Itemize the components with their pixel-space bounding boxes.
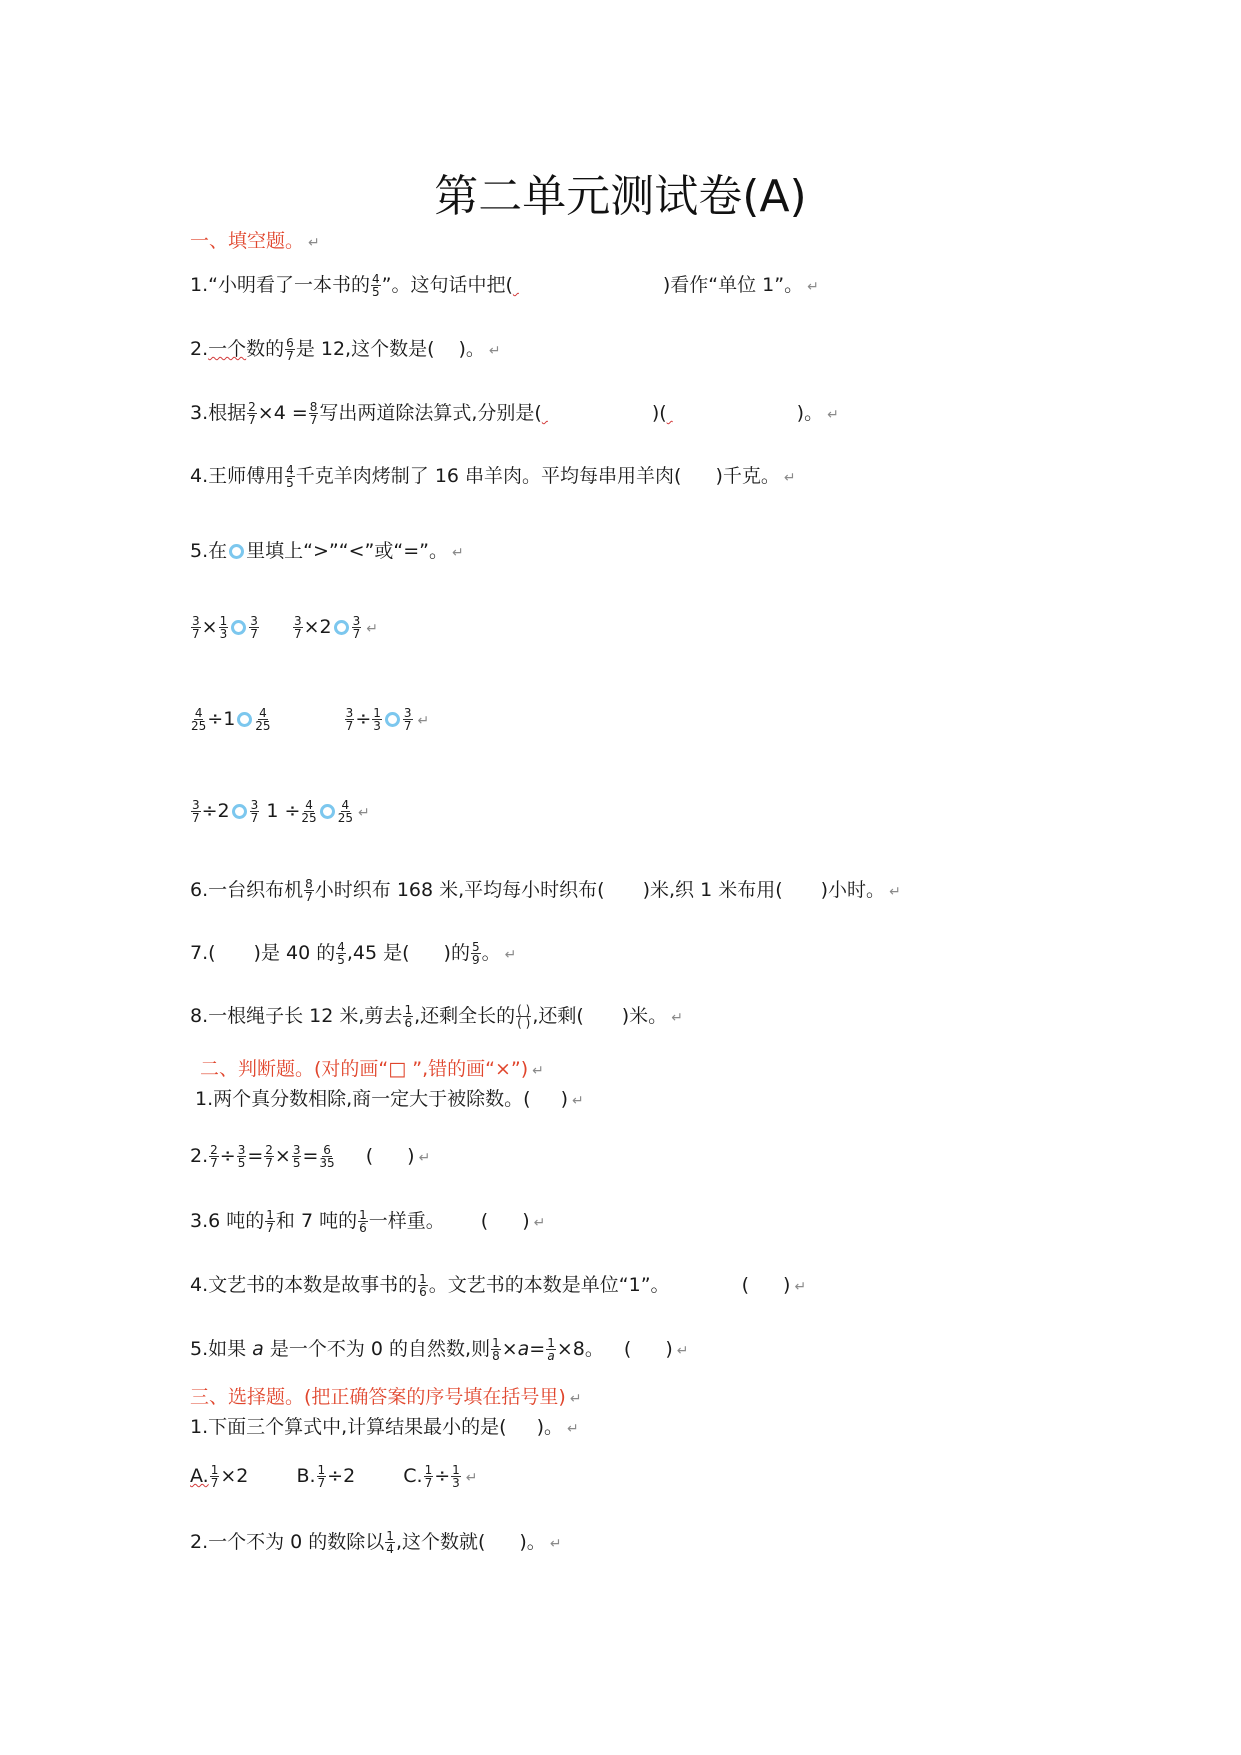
answer-blank[interactable] xyxy=(513,272,663,298)
answer-blank[interactable] xyxy=(667,400,797,426)
question-3: 3.根据 $\frac{2}{7}$ ×4 = $\frac{8}{7}$ 写出两道除法算式,分别是( )( )。 ↵ xyxy=(190,400,839,427)
judge-5: 5.如果 a 是一个不为 0 的自然数,则 $\frac{1}{8}$ ×a= $\frac{1}{a}$ ×8。 ( ) ↵ xyxy=(190,1336,689,1363)
question-2: 2.一个数的 $\frac{6}{7}$ 是 12,这个数是( )。 ↵ xyxy=(190,336,501,363)
question-7: 7.( )是 40 的 $\frac{4}{5}$ ,45 是( )的 $\frac{5}{9}$ 。 ↵ xyxy=(190,940,517,967)
comparison-row-2: $\frac{4}{25}$ ÷1 $\frac{4}{25}$ $\frac{3}{7}$ ÷ $\frac{1}{3}$ $\frac{3}{7}$ ↵ xyxy=(191,706,430,733)
question-4: 4.王师傅用 $\frac{4}{5}$ 千克羊肉烤制了 16 串羊肉。平均每串用羊肉( )千克。 ↵ xyxy=(190,463,796,490)
circle-blank-icon[interactable] xyxy=(237,712,252,727)
fraction: $\frac{6}{7}$ xyxy=(286,336,294,363)
option-c[interactable]: C. $\frac{1}{7}$ ÷ $\frac{1}{3}$ xyxy=(403,1463,460,1490)
choice-1-options: A. $\frac{1}{7}$ ×2 B. $\frac{1}{7}$ ÷2 C. $\frac{1}{7}$ ÷ $\frac{1}{3}$ ↵ xyxy=(190,1463,478,1490)
judge-3: 3.6 吨的 $\frac{1}{7}$ 和 7 吨的 $\frac{1}{6}$ 一样重。 ( ) ↵ xyxy=(190,1208,546,1235)
choice-2: 2.一个不为 0 的数除以 $\frac{1}{4}$ ,这个数就( )。 ↵ xyxy=(190,1529,562,1556)
option-b[interactable]: B. $\frac{1}{7}$ ÷2 xyxy=(296,1463,356,1490)
judge-4: 4.文艺书的本数是故事书的 $\frac{1}{6}$ 。文艺书的本数是单位“1”。 ( ) ↵ xyxy=(190,1272,807,1299)
comparison-row-3: $\frac{3}{7}$ ÷2 $\frac{3}{7}$ 1 ÷ $\frac{4}{25}$ $\frac{4}{25}$ ↵ xyxy=(192,798,370,825)
answer-blank-fraction[interactable]: $\frac{( )}{( )}$ xyxy=(517,1003,531,1030)
comparison-row-1: $\frac{3}{7}$ × $\frac{1}{3}$ $\frac{3}{7}$ $\frac{3}{7}$ ×2 $\frac{3}{7}$ ↵ xyxy=(192,614,378,641)
circle-blank-icon[interactable] xyxy=(231,620,246,635)
judge-2: 2. $\frac{2}{7}$ ÷ $\frac{3}{5}$ = $\frac{2}{7}$ × $\frac{3}{5}$ = $\frac{6}{35}$ ( ) ↵ xyxy=(190,1143,431,1170)
answer-blank[interactable] xyxy=(542,400,652,426)
section-true-false-heading: 二、判断题。(对的画“□ ”,错的画“×”) ↵ xyxy=(200,1058,544,1080)
question-6: 6.一台织布机 $\frac{8}{7}$ 小时织布 168 米,平均每小时织布( )米,织 1 米布用( )小时。 ↵ xyxy=(190,877,901,904)
choice-1: 1.下面三个算式中,计算结果最小的是( )。 ↵ xyxy=(190,1416,579,1438)
circle-blank-icon[interactable] xyxy=(232,804,247,819)
circle-blank-icon[interactable] xyxy=(320,804,335,819)
question-5: 5.在 里填上“>”“<”或“=”。 ↵ xyxy=(190,540,464,562)
judge-1: 1.两个真分数相除,商一定大于被除数。( ) ↵ xyxy=(195,1088,584,1110)
section-multiple-choice-heading: 三、选择题。(把正确答案的序号填在括号里) ↵ xyxy=(190,1386,582,1408)
circle-blank-icon[interactable] xyxy=(229,544,244,559)
circle-blank-icon[interactable] xyxy=(334,620,349,635)
question-8: 8.一根绳子长 12 米,剪去 $\frac{1}{6}$ ,还剩全长的 $\frac{( )}{( )}$ ,还剩( )米。 ↵ xyxy=(190,1003,683,1030)
fraction: $\frac{4}{5}$ xyxy=(371,272,380,299)
section-fill-blank-heading: 一、填空题。 ↵ xyxy=(190,230,320,252)
option-a[interactable]: A. $\frac{1}{7}$ ×2 xyxy=(190,1463,249,1490)
question-1: 1.“小明看了一本书的 $\frac{4}{5}$ ”。这句话中把( )看作“单位 1”。 ↵ xyxy=(190,272,819,299)
page-title: 第二单元测试卷(A) xyxy=(434,171,807,222)
circle-blank-icon[interactable] xyxy=(385,712,400,727)
